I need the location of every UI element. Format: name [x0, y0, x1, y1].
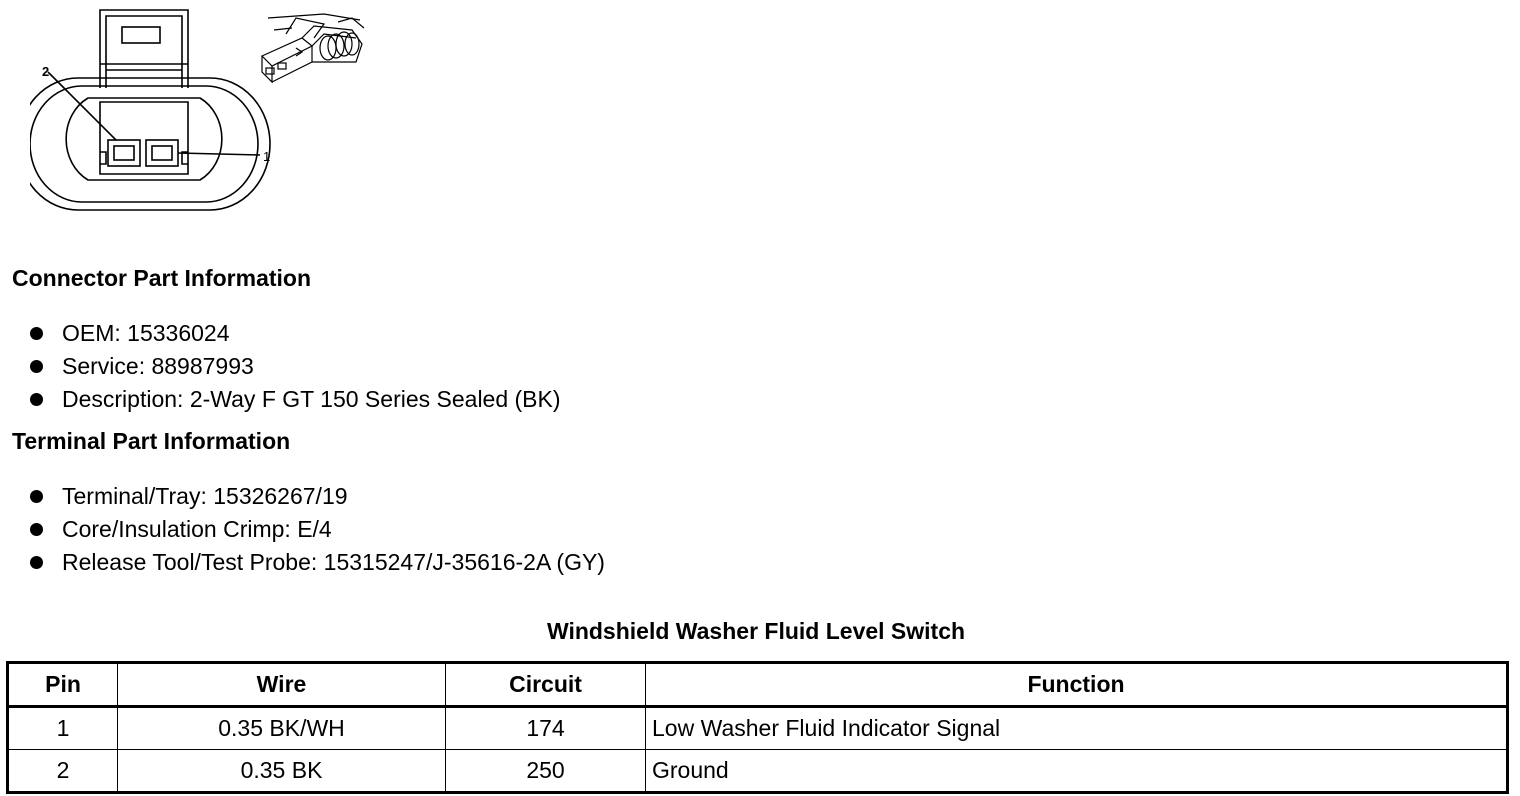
- column-header-function: Function: [646, 663, 1508, 707]
- bullet-icon: [30, 523, 43, 536]
- column-header-circuit: Circuit: [446, 663, 646, 707]
- list-item-text: Release Tool/Test Probe: 15315247/J-35616-2A (GY): [62, 549, 605, 575]
- list-item-text: Terminal/Tray: 15326267/19: [62, 483, 348, 509]
- connector-part-heading: Connector Part Information: [12, 265, 312, 291]
- list-item: [28, 513, 605, 546]
- pin-cavity-2: [108, 140, 140, 166]
- terminal-part-heading: Terminal Part Information: [12, 428, 291, 454]
- pin-cavity-1: [146, 140, 178, 166]
- bullet-icon: [30, 490, 43, 503]
- table-row: [8, 707, 1508, 750]
- list-item-text: Core/Insulation Crimp: E/4: [62, 516, 332, 542]
- cell-circuit: 250: [446, 750, 646, 793]
- cell-wire: 0.35 BK: [118, 750, 446, 793]
- table-title: Windshield Washer Fluid Level Switch: [546, 618, 966, 644]
- table-row: [8, 750, 1508, 793]
- pin-label-1: 1: [263, 149, 271, 164]
- pin-label-2: 2: [42, 64, 50, 79]
- terminal-part-list: [28, 480, 605, 579]
- connector-part-list: [28, 317, 561, 416]
- list-item: [28, 350, 561, 383]
- latch-window: [122, 27, 160, 43]
- connector-face-diagram: [30, 0, 290, 220]
- cell-function: Low Washer Fluid Indicator Signal: [646, 707, 1508, 750]
- bullet-icon: [30, 360, 43, 373]
- bullet-icon: [30, 393, 43, 406]
- bullet-icon: [30, 327, 43, 340]
- cell-wire: 0.35 BK/WH: [118, 707, 446, 750]
- list-item: [28, 480, 605, 513]
- cell-function: Ground: [646, 750, 1508, 793]
- list-item: [28, 383, 561, 416]
- list-item-text: Description: 2-Way F GT 150 Series Sealed (BK): [62, 386, 561, 412]
- latch-housing: [100, 10, 188, 88]
- list-item: [28, 546, 605, 579]
- list-item: [28, 317, 561, 350]
- list-item-text: Service: 88987993: [62, 353, 254, 379]
- connector-isometric-image: [252, 8, 370, 100]
- table-header-row: [8, 663, 1508, 707]
- column-header-pin: Pin: [8, 663, 118, 707]
- column-header-wire: Wire: [118, 663, 446, 707]
- bullet-icon: [30, 556, 43, 569]
- cell-pin: 1: [8, 707, 118, 750]
- pinout-table: [6, 661, 1509, 794]
- list-item-text: OEM: 15336024: [62, 320, 230, 346]
- cell-circuit: 174: [446, 707, 646, 750]
- cell-pin: 2: [8, 750, 118, 793]
